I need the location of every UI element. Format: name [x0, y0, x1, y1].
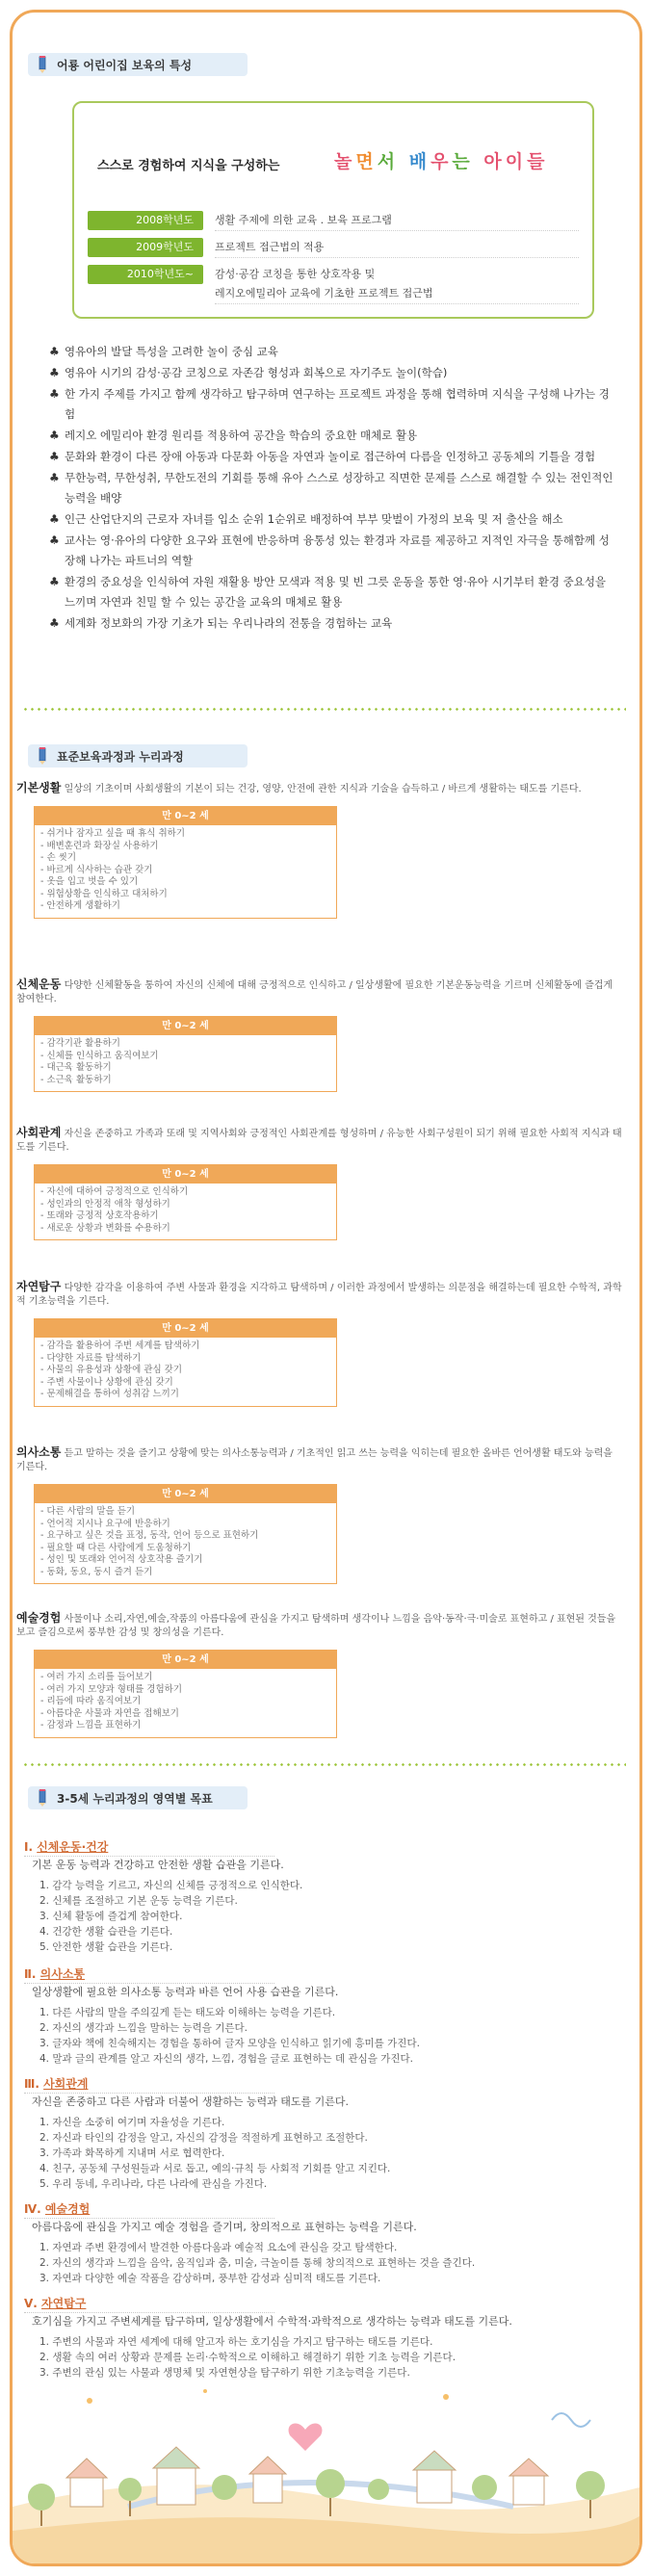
nuri-items [24, 1878, 626, 1955]
year-text-line: 레지오에밀리아 교육에 기초한 프로젝트 접근법 [215, 287, 433, 299]
pencil-icon [34, 746, 51, 766]
nuri-heading [24, 2075, 274, 2094]
deco-char: 는 [452, 151, 474, 172]
curriculum-item: - 여러 가지 모양과 형태를 경험하기 [40, 1683, 183, 1695]
curriculum-desc [16, 1280, 623, 1309]
nuri-name: 예술경험 [44, 2202, 91, 2216]
curriculum-item: - 다양한 자료를 탐색하기 [40, 1352, 142, 1364]
pencil-icon [34, 55, 51, 74]
nuri-item: 4. 친구, 공동체 구성원들과 서로 돕고, 예의·규칙 등 사회적 기회를 알고 지킨다. [39, 2163, 391, 2174]
nuri-desc: 자신을 존중하고 다른 사람과 더불어 생활하는 능력과 태도를 기른다. [32, 2095, 349, 2108]
spade-icon: ♣ [49, 533, 60, 547]
nuri-name: 신체운동·건강 [37, 1840, 109, 1854]
nuri-num: Ⅲ. [24, 2077, 44, 2091]
year-row [88, 238, 579, 258]
curriculum-desc [16, 1445, 623, 1474]
nuri-item: 2. 자신과 타인의 감정을 알고, 자신의 감정을 적절하게 표현하고 조절한다. [39, 2132, 368, 2144]
curriculum-name: 자연탐구 [16, 1280, 62, 1293]
curriculum-block [16, 1280, 623, 1407]
curriculum-item: - 다른 사람의 말을 듣기 [40, 1506, 136, 1517]
curriculum-name: 사회관계 [16, 1126, 62, 1139]
curriculum-item: - 새로운 상황과 변화를 수용하기 [40, 1222, 170, 1234]
curriculum-items [35, 1035, 336, 1091]
nuri-items [24, 2005, 626, 2067]
nuri-num: Ⅳ. [24, 2202, 45, 2216]
list-item [49, 447, 613, 467]
curriculum-item: - 안전하게 생활하기 [40, 900, 120, 911]
nuri-item: 3. 글자와 책에 친숙해지는 경험을 통하여 글자 모양을 인식하고 읽기에 흥미를 가진다. [39, 2038, 420, 2049]
village-illustration [13, 2362, 639, 2566]
curriculum-item: - 배변훈련과 화장실 사용하기 [40, 840, 159, 851]
curriculum-desc-text: 일상의 기초이며 사회생활의 기본이 되는 건강, 영양, 안전에 관한 지식과 기술을 습득하고 / 바르게 생활하는 태도를 기른다. [64, 784, 582, 794]
list-item [49, 572, 613, 612]
curriculum-item: - 성인 및 또래와 언어적 상호작용 즐기기 [40, 1554, 203, 1565]
nuri-desc: 기본 운동 능력과 건강하고 안전한 생활 습관을 기른다. [32, 1859, 284, 1871]
dotted-divider [22, 708, 626, 711]
nuri-heading [24, 2200, 274, 2219]
list-item-text: 무한능력, 무한성취, 무한도전의 기회를 통해 유아 스스로 성장하고 직면한 문제를 스스로 해결할 수 있는 전인적인 능력을 배양 [65, 471, 613, 505]
curriculum-item: - 자신에 대하여 긍정적으로 인식하기 [40, 1186, 189, 1197]
curriculum-item: - 요구하고 싶은 것을 표정, 동작, 언어 등으로 표현하기 [40, 1530, 259, 1541]
pencil-icon [34, 1788, 51, 1808]
year-text: 생활 주제에 의한 교육 . 보육 프로그램 [215, 211, 579, 231]
year-badge: 2010학년도~ [88, 265, 203, 284]
nuri-num: Ⅰ. [24, 1840, 38, 1854]
curriculum-item: - 바르게 식사하는 습관 갖기 [40, 864, 153, 875]
deco-char [474, 151, 484, 172]
curriculum-item: - 동화, 동요, 동시 즐겨 듣기 [40, 1566, 153, 1577]
spade-icon: ♣ [49, 345, 60, 358]
nuri-block [24, 1965, 626, 2067]
nuri-item: 1. 주변의 사물과 자연 세계에 대해 알고자 하는 호기심을 가지고 탐구하는 태도를 기른다. [39, 2336, 433, 2348]
curriculum-desc-text: 자신을 존중하고 가족과 또래 및 지역사회와 긍정적인 사회관계를 형성하며 / 유능한 사회구성원이 되기 위해 필요한 사회적 지식과 태도를 기른다. [16, 1129, 622, 1153]
list-item-text: 문화와 환경이 다른 장애 아동과 다문화 아동을 자연과 놀이로 접근하여 다름을 인정하고 공동체의 기틀을 경험 [65, 450, 596, 463]
list-item-text: 한 가지 주제를 가지고 함께 생각하고 탐구하며 연구하는 프로젝트 과정을 통해 협력하며 지식을 구성해 나가는 경험 [65, 387, 610, 421]
curriculum-item: - 대근육 활동하기 [40, 1062, 112, 1073]
curriculum-name: 예술경험 [16, 1611, 62, 1625]
list-item [49, 468, 613, 508]
curriculum-desc-text: 듣고 말하는 것을 즐기고 상황에 맞는 의사소통능력과 / 기초적인 읽고 쓰는 능력을 익히는데 필요한 올바른 언어생활 태도와 능력을 기른다. [16, 1448, 613, 1472]
list-item [49, 384, 613, 425]
deco-char: 서 [377, 151, 400, 172]
list-item-text: 교사는 영·유아의 다양한 요구와 표현에 반응하며 융통성 있는 환경과 자료를 제공하고 지적인 자극을 통해함께 성장해 나가는 파트너의 역할 [65, 533, 610, 567]
curriculum-items [35, 1338, 336, 1406]
deco-char: 아이들 [483, 151, 549, 172]
spade-icon: ♣ [49, 450, 60, 463]
nuri-block [24, 1838, 626, 1955]
curriculum-item: - 주변 사물이나 상황에 관심 갖기 [40, 1376, 173, 1388]
curriculum-item: - 리듬에 따라 움직여보기 [40, 1696, 142, 1706]
nuri-item: 1. 자신을 소중히 여기며 자율성을 기른다. [39, 2117, 225, 2128]
nuri-item: 5. 안전한 생활 습관을 기른다. [39, 1941, 173, 1953]
curriculum-name: 기본생활 [16, 781, 62, 794]
curriculum-desc [16, 1126, 623, 1155]
nuri-item: 3. 자연과 다양한 예술 작품을 감상하며, 풍부한 감성과 심미적 태도를 기른다. [39, 2273, 381, 2284]
spade-icon: ♣ [49, 471, 60, 484]
age-header: 만 0~2 세 [35, 807, 336, 825]
nuri-item: 4. 건강한 생활 습관을 기른다. [39, 1926, 173, 1938]
curriculum-table [34, 1164, 337, 1240]
list-item-text: 영유아의 발달 특성을 고려한 놀이 중심 교육 [65, 345, 278, 358]
curriculum-item: - 감정과 느낌을 표현하기 [40, 1720, 142, 1730]
dotted-divider [22, 1763, 626, 1766]
spade-icon: ♣ [49, 429, 60, 442]
spade-icon: ♣ [49, 512, 60, 526]
curriculum-table [34, 1318, 337, 1407]
nuri-item: 2. 생활 속의 여러 상황과 문제를 논리·수학적으로 이해하고 해결하기 위한 기초 능력을 기른다. [39, 2352, 456, 2363]
nuri-item: 2. 자신의 생각과 느낌을 말하는 능력을 기른다. [39, 2022, 248, 2034]
deco-char: 놀 [334, 151, 356, 172]
curriculum-name: 신체운동 [16, 977, 62, 991]
curriculum-item: - 사물의 유용성과 상황에 관심 갖기 [40, 1365, 183, 1375]
nuri-item: 4. 말과 글의 관계를 알고 자신의 생각, 느낌, 경험을 글로 표현하는 데 관심을 가진다. [39, 2053, 413, 2065]
age-header: 만 0~2 세 [35, 1319, 336, 1338]
curriculum-table [34, 806, 337, 919]
curriculum-item: - 손 씻기 [40, 852, 76, 863]
nuri-name: 의사소통 [39, 1967, 86, 1981]
list-item [49, 426, 613, 446]
curriculum-block [16, 1611, 623, 1738]
nuri-block [24, 2200, 626, 2286]
curriculum-block [16, 977, 623, 1092]
curriculum-item: - 언어적 지시나 요구에 반응하기 [40, 1518, 170, 1529]
spade-icon: ♣ [49, 575, 60, 588]
deco-char: 우 [430, 151, 453, 172]
age-header: 만 0~2 세 [35, 1165, 336, 1184]
nuri-items [24, 2115, 626, 2192]
list-item [49, 342, 613, 362]
year-badge: 2008학년도 [88, 211, 203, 230]
nuri-num: Ⅴ. [24, 2297, 42, 2310]
nuri-desc: 호기심을 가지고 주변세계를 탐구하며, 일상생활에서 수학적·과학적으로 생각하는 능력과 태도를 기른다. [32, 2315, 512, 2328]
curriculum-items [35, 1669, 336, 1737]
deco-char: 면 [355, 151, 378, 172]
year-row [88, 211, 579, 231]
list-item [49, 363, 613, 383]
curriculum-table [34, 1484, 337, 1584]
nuri-items [24, 2240, 626, 2286]
section-title-text: 표준보육과정과 누리과정 [57, 749, 184, 764]
nuri-name: 자연탐구 [41, 2297, 87, 2310]
nuri-item: 5. 우리 동네, 우리나라, 다른 나라에 관심을 가진다. [39, 2178, 268, 2190]
curriculum-name: 의사소통 [16, 1445, 62, 1459]
list-item-text: 세계화 정보화의 가장 기초가 되는 우리나라의 전통을 경험하는 교육 [65, 616, 393, 630]
curriculum-table [34, 1650, 337, 1738]
nuri-item: 1. 다른 사람의 말을 주의깊게 듣는 태도와 이해하는 능력을 기른다. [39, 2007, 336, 2018]
nuri-item: 1. 감각 능력을 기르고, 자신의 신체를 긍정적으로 인식한다. [39, 1880, 303, 1891]
curriculum-table [34, 1016, 337, 1092]
age-header: 만 0~2 세 [35, 1485, 336, 1503]
list-item-text: 레지오 에밀리아 환경 원리를 적용하여 공간을 학습의 중요한 매체로 활용 [65, 429, 418, 442]
nuri-desc: 일상생활에 필요한 의사소통 능력과 바른 언어 사용 습관을 기른다. [32, 1986, 339, 1998]
curriculum-desc-text: 다양한 신체활동을 통하여 자신의 신체에 대해 긍정적으로 인식하고 / 일상생활에 필요한 기본운동능력을 기르며 신체활동에 즐겁게 참여한다. [16, 980, 613, 1004]
nuri-desc: 아름다움에 관심을 가지고 예술 경험을 즐기며, 창의적으로 표현하는 능력을 기른다. [32, 2221, 417, 2233]
curriculum-desc [16, 781, 623, 796]
intro-box [72, 101, 594, 319]
section-title-text: 3-5세 누리과정의 영역별 목표 [57, 1791, 213, 1806]
page-frame [10, 10, 642, 2566]
deco-char [399, 151, 409, 172]
year-row [88, 265, 579, 304]
curriculum-item: - 문제해결을 통하여 성취감 느끼기 [40, 1389, 179, 1399]
list-item [49, 509, 613, 530]
curriculum-items [35, 825, 336, 918]
curriculum-block [16, 781, 623, 919]
age-header: 만 0~2 세 [35, 1017, 336, 1035]
curriculum-desc-text: 다양한 감각을 이용하여 주변 사물과 환경을 지각하고 탐색하며 / 이러한 과정에서 발생하는 의문점을 해결하는데 필요한 수학적, 과학적 기초능력을 기른다. [16, 1283, 622, 1307]
curriculum-desc [16, 977, 623, 1006]
deco-char: 배 [408, 151, 431, 172]
curriculum-item: - 신체를 인식하고 움직여보기 [40, 1050, 159, 1061]
curriculum-item: - 옷을 입고 벗을 수 있기 [40, 876, 139, 887]
curriculum-items [35, 1503, 336, 1583]
curriculum-item: - 필요할 때 다른 사람에게 도움청하기 [40, 1542, 192, 1553]
intro-title: 스스로 경험하여 지식을 구성하는 [97, 159, 280, 173]
nuri-item: 3. 주변의 관심 있는 사물과 생명체 및 자연현상을 탐구하기 위한 기초능력을 기른다. [39, 2367, 410, 2379]
list-item [49, 613, 613, 634]
nuri-item: 2. 신체를 조절하고 기본 운동 능력을 기른다. [39, 1895, 238, 1907]
curriculum-item: - 여러 가지 소리를 들어보기 [40, 1672, 153, 1682]
nuri-item: 2. 자신의 생각과 느낌을 음악, 움직임과 춤, 미술, 극놀이를 통해 창의적으로 표현하는 것을 즐긴다. [39, 2257, 476, 2269]
list-item [49, 531, 613, 571]
features-list [49, 342, 613, 635]
curriculum-item: - 쉬거나 잠자고 싶을 때 휴식 취하기 [40, 828, 186, 839]
age-header: 만 0~2 세 [35, 1651, 336, 1669]
nuri-name: 사회관계 [43, 2077, 89, 2091]
section-title-standard [28, 744, 248, 768]
curriculum-block [16, 1126, 623, 1240]
nuri-item: 1. 자연과 주변 환경에서 발견한 아름다움과 예술적 요소에 관심을 갖고 탐색한다. [39, 2242, 398, 2253]
nuri-heading [24, 1965, 274, 1984]
curriculum-item: - 성인과의 안정적 애착 형성하기 [40, 1198, 170, 1210]
intro-deco-title [334, 147, 548, 173]
curriculum-item: - 아름다운 사물과 자연을 접해보기 [40, 1707, 179, 1719]
curriculum-item: - 위험상황을 인식하고 대처하기 [40, 888, 168, 899]
nuri-item: 3. 신체 활동에 즐겁게 참여한다. [39, 1911, 183, 1922]
list-item-text: 영유아 시기의 감성·공감 코칭으로 자존감 형성과 회복으로 자기주도 놀이(학습) [65, 366, 448, 379]
year-text [215, 265, 579, 304]
nuri-num: Ⅱ. [24, 1967, 40, 1981]
nuri-block [24, 2075, 626, 2192]
year-text-line: 감성·공감 코칭을 통한 상호작용 및 [215, 268, 376, 280]
curriculum-item: - 소근육 활동하기 [40, 1074, 112, 1085]
section-title-text: 어룡 어린이집 보육의 특성 [57, 58, 193, 72]
curriculum-desc [16, 1611, 623, 1640]
nuri-heading [24, 1838, 274, 1857]
curriculum-items [35, 1184, 336, 1239]
list-item-text: 인근 산업단지의 근로자 자녀를 입소 순위 1순위로 배정하여 부부 맞벌이 가정의 보육 및 저 출산을 해소 [65, 512, 563, 526]
curriculum-block [16, 1445, 623, 1584]
nuri-heading [24, 2295, 274, 2313]
list-item-text: 환경의 중요성을 인식하여 자원 재활용 방안 모색과 적용 및 빈 그릇 운동을 통한 영·유아 시기부터 환경 중요성을 느끼며 자연과 친밀 할 수 있는 공간을 교육의 매체로 활용 [65, 575, 607, 609]
curriculum-item: - 감각을 활용하여 주변 세계를 탐색하기 [40, 1340, 200, 1351]
curriculum-item: - 또래와 긍정적 상호작용하기 [40, 1210, 159, 1221]
section-title-features [28, 53, 248, 76]
spade-icon: ♣ [49, 616, 60, 630]
spade-icon: ♣ [49, 366, 60, 379]
spade-icon: ♣ [49, 387, 60, 401]
year-text: 프로젝트 접근법의 적용 [215, 238, 579, 258]
section-title-nuri [28, 1786, 248, 1809]
nuri-item: 3. 가족과 화목하게 지내며 서로 협력한다. [39, 2147, 225, 2159]
curriculum-item: - 감각기관 활용하기 [40, 1038, 120, 1049]
year-badge: 2009학년도 [88, 238, 203, 257]
curriculum-desc-text: 사물이나 소리,자연,예술,작품의 아름다움에 관심을 가지고 탐색하며 생각이나 느낌을 음악·동작·극·미술로 표현하고 / 표현된 것들을 보고 즐김으로써 풍부한 감성 및 창의성을 기른다. [16, 1614, 616, 1638]
